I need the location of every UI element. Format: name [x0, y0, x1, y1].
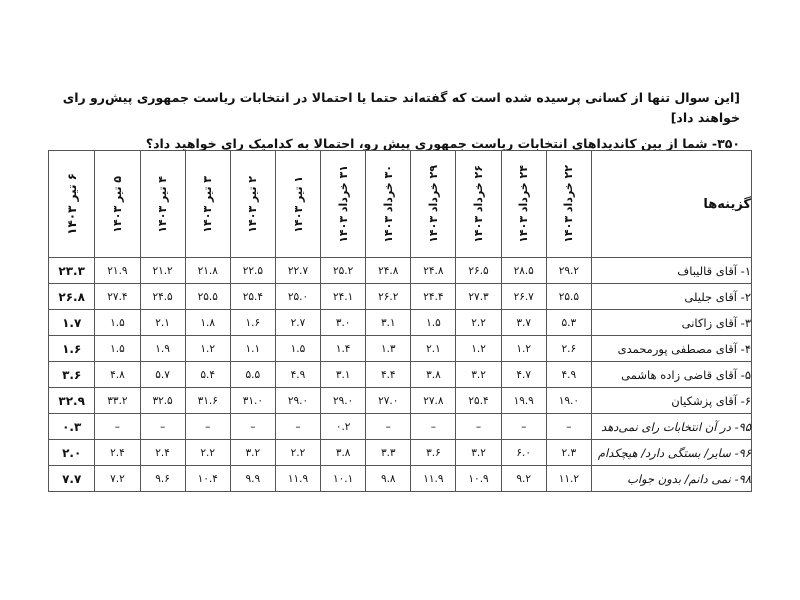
- value-cell: ۲.۲: [275, 440, 320, 466]
- value-cell: ۲۴.۱: [321, 284, 366, 310]
- value-cell: ۳۲.۵: [140, 388, 185, 414]
- value-cell: ۱.۸: [185, 310, 230, 336]
- column-header-latest: [49, 151, 95, 258]
- value-cell: ۳.۶: [49, 362, 95, 388]
- value-cell: ۱۰.۹: [456, 466, 501, 492]
- value-cell: ۲۵.۴: [456, 388, 501, 414]
- column-label: ۳۰ خرداد ۱۴۰۳: [381, 165, 395, 243]
- value-cell: ۲۴.۸: [411, 258, 456, 284]
- value-cell: ۲۷.۸: [411, 388, 456, 414]
- value-cell: ۲۵.۵: [185, 284, 230, 310]
- value-cell: ۱.۷: [49, 310, 95, 336]
- value-cell: ۳.۲: [456, 440, 501, 466]
- value-cell: ۲۹.۲: [546, 258, 591, 284]
- column-label: ۶ تیر ۱۴۰۳: [64, 173, 79, 235]
- value-cell: ۲.۷: [275, 310, 320, 336]
- value-cell: ۲.۴: [95, 440, 140, 466]
- value-cell: –: [95, 414, 140, 440]
- value-cell: ۲.۰: [49, 440, 95, 466]
- value-cell: ۳۳.۲: [95, 388, 140, 414]
- value-cell: ۱۱.۹: [275, 466, 320, 492]
- value-cell: ۲.۱: [411, 336, 456, 362]
- value-cell: ۵.۴: [185, 362, 230, 388]
- value-cell: ۲۷.۳: [456, 284, 501, 310]
- value-cell: ۲۲.۵: [230, 258, 275, 284]
- column-label: ۳ تیر ۱۴۰۳: [201, 175, 215, 233]
- column-header: [185, 151, 230, 258]
- value-cell: –: [366, 414, 411, 440]
- value-cell: ۳.۲: [230, 440, 275, 466]
- value-cell: ۶.۰: [501, 440, 546, 466]
- column-label: ۲۹ خرداد ۱۴۰۳: [426, 165, 440, 243]
- question-title: ۳۵۰- شما از بین کاندیداهای انتخابات ریاست جمهوری پیش رو، احتمالا به کدامیک رای خواهید داد؟: [145, 136, 740, 151]
- value-cell: ۲۳.۳: [49, 258, 95, 284]
- table-row: [49, 414, 752, 440]
- value-cell: –: [456, 414, 501, 440]
- value-cell: ۲۷.۰: [366, 388, 411, 414]
- value-cell: ۱.۶: [49, 336, 95, 362]
- value-cell: ۲۱.۸: [185, 258, 230, 284]
- value-cell: ۳.۸: [411, 362, 456, 388]
- column-label: ۴ تیر ۱۴۰۳: [156, 175, 170, 233]
- option-label: ۲- آقای جلیلی: [591, 284, 751, 310]
- value-cell: ۲.۳: [546, 440, 591, 466]
- value-cell: ۲۹.۰: [275, 388, 320, 414]
- value-cell: ۲۲.۷: [275, 258, 320, 284]
- value-cell: –: [501, 414, 546, 440]
- value-cell: ۵.۵: [230, 362, 275, 388]
- value-cell: ۳.۱: [321, 362, 366, 388]
- value-cell: ۲.۲: [456, 310, 501, 336]
- column-label: ۳۱ خرداد ۱۴۰۳: [336, 165, 350, 243]
- option-label: ۹۸- نمی دانم/ بدون جواب: [591, 466, 751, 492]
- column-label: ۲۴ خرداد ۱۴۰۳: [517, 165, 531, 243]
- value-cell: ۱۱.۲: [546, 466, 591, 492]
- value-cell: ۳۱.۶: [185, 388, 230, 414]
- table-row: [49, 310, 752, 336]
- option-label: ۵- آقای قاضی زاده هاشمی: [591, 362, 751, 388]
- column-header: [546, 151, 591, 258]
- table-row: [49, 466, 752, 492]
- value-cell: ۲۵.۲: [321, 258, 366, 284]
- value-cell: ۳.۸: [321, 440, 366, 466]
- value-cell: ۲۶.۲: [366, 284, 411, 310]
- column-label: ۲۲ خرداد ۱۴۰۳: [562, 165, 576, 243]
- value-cell: ۲۷.۴: [95, 284, 140, 310]
- value-cell: ۲۵.۴: [230, 284, 275, 310]
- value-cell: ۳.۲: [456, 362, 501, 388]
- value-cell: ۴.۴: [366, 362, 411, 388]
- option-label: ۴- آقای مصطفی پورمحمدی: [591, 336, 751, 362]
- results-table: [48, 150, 752, 492]
- value-cell: –: [185, 414, 230, 440]
- value-cell: ۱.۵: [411, 310, 456, 336]
- value-cell: –: [546, 414, 591, 440]
- value-cell: ۷.۷: [49, 466, 95, 492]
- value-cell: ۵.۷: [140, 362, 185, 388]
- value-cell: ۹.۸: [366, 466, 411, 492]
- table-row: [49, 362, 752, 388]
- value-cell: ۵.۳: [546, 310, 591, 336]
- value-cell: ۲۹.۰: [321, 388, 366, 414]
- value-cell: ۱.۵: [95, 336, 140, 362]
- options-header: گزینه‌ها: [591, 151, 751, 258]
- column-label: ۲۶ خرداد ۱۴۰۳: [472, 165, 486, 243]
- value-cell: ۲.۱: [140, 310, 185, 336]
- question-note: [این سوال تنها از کسانی پرسیده شده است که گفته‌اند حتما یا احتمالا در انتخابات ریاست جمهوری پیش‌رو رای خواهند داد]: [62, 90, 740, 125]
- option-label: ۱- آقای قالیباف: [591, 258, 751, 284]
- value-cell: ۱.۲: [456, 336, 501, 362]
- value-cell: ۲۶.۵: [456, 258, 501, 284]
- value-cell: ۲۶.۸: [49, 284, 95, 310]
- value-cell: ۲.۲: [185, 440, 230, 466]
- value-cell: ۱.۲: [501, 336, 546, 362]
- value-cell: ۰.۳: [49, 414, 95, 440]
- column-header: [275, 151, 320, 258]
- table-row: [49, 284, 752, 310]
- value-cell: ۷.۲: [95, 466, 140, 492]
- column-header: [456, 151, 501, 258]
- value-cell: ۱.۲: [185, 336, 230, 362]
- column-header: [366, 151, 411, 258]
- table-row: [49, 388, 752, 414]
- option-label: ۶- آقای پزشکیان: [591, 388, 751, 414]
- value-cell: ۴.۹: [546, 362, 591, 388]
- value-cell: ۱.۴: [321, 336, 366, 362]
- value-cell: ۲.۶: [546, 336, 591, 362]
- table-header-row: [49, 151, 752, 258]
- value-cell: ۲۸.۵: [501, 258, 546, 284]
- value-cell: ۲۵.۰: [275, 284, 320, 310]
- value-cell: –: [140, 414, 185, 440]
- column-label: ۲ تیر ۱۴۰۳: [246, 175, 260, 233]
- value-cell: –: [230, 414, 275, 440]
- column-header: [140, 151, 185, 258]
- value-cell: ۳.۶: [411, 440, 456, 466]
- column-header: [411, 151, 456, 258]
- option-label: ۳- آقای زاکانی: [591, 310, 751, 336]
- value-cell: ۲۴.۸: [366, 258, 411, 284]
- value-cell: –: [411, 414, 456, 440]
- column-header: [321, 151, 366, 258]
- value-cell: ۱.۳: [366, 336, 411, 362]
- value-cell: ۹.۶: [140, 466, 185, 492]
- value-cell: ۳.۱: [366, 310, 411, 336]
- column-label: ۱ تیر ۱۴۰۳: [291, 175, 305, 233]
- value-cell: ۳۱.۰: [230, 388, 275, 414]
- value-cell: ۱.۶: [230, 310, 275, 336]
- option-label: ۹۵- در آن انتخابات رای نمی‌دهد: [591, 414, 751, 440]
- value-cell: ۹.۹: [230, 466, 275, 492]
- value-cell: ۱.۵: [95, 310, 140, 336]
- value-cell: ۱۰.۴: [185, 466, 230, 492]
- table-row: [49, 440, 752, 466]
- value-cell: ۲۶.۷: [501, 284, 546, 310]
- value-cell: ۴.۷: [501, 362, 546, 388]
- value-cell: ۲۵.۵: [546, 284, 591, 310]
- value-cell: ۳.۰: [321, 310, 366, 336]
- value-cell: ۳.۷: [501, 310, 546, 336]
- value-cell: ۱۹.۹: [501, 388, 546, 414]
- value-cell: ۱.۹: [140, 336, 185, 362]
- table-row: [49, 258, 752, 284]
- value-cell: ۱۰.۱: [321, 466, 366, 492]
- value-cell: ۱۹.۰: [546, 388, 591, 414]
- value-cell: ۴.۹: [275, 362, 320, 388]
- option-label: ۹۶- سایر/ بستگی دارد/ هیچکدام: [591, 440, 751, 466]
- question-header: [40, 88, 740, 154]
- value-cell: ۱.۱: [230, 336, 275, 362]
- column-label: ۵ تیر ۱۴۰۳: [110, 175, 124, 233]
- value-cell: ۲۴.۵: [140, 284, 185, 310]
- value-cell: ۲۱.۹: [95, 258, 140, 284]
- value-cell: ۴.۸: [95, 362, 140, 388]
- value-cell: ۲۴.۴: [411, 284, 456, 310]
- column-header: [230, 151, 275, 258]
- value-cell: –: [275, 414, 320, 440]
- value-cell: ۲۱.۲: [140, 258, 185, 284]
- value-cell: ۹.۲: [501, 466, 546, 492]
- value-cell: ۱.۵: [275, 336, 320, 362]
- value-cell: ۱۱.۹: [411, 466, 456, 492]
- value-cell: ۲.۴: [140, 440, 185, 466]
- table-row: [49, 336, 752, 362]
- column-header: [95, 151, 140, 258]
- column-header: [501, 151, 546, 258]
- value-cell: ۳.۳: [366, 440, 411, 466]
- value-cell: ۳۲.۹: [49, 388, 95, 414]
- value-cell: ۰.۲: [321, 414, 366, 440]
